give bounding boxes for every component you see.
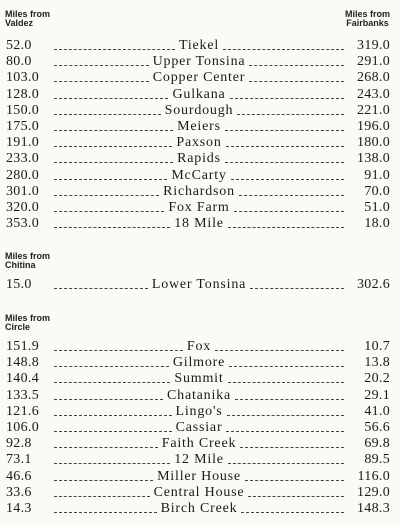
miles-left: 148.8 (6, 355, 39, 371)
miles-left: 280.0 (6, 167, 39, 183)
table-row (6, 198, 390, 215)
place-name: Copper Center (152, 70, 246, 86)
table-row (6, 402, 390, 419)
leader-dots (54, 431, 172, 432)
leader-dots (54, 211, 164, 212)
miles-right: 129.0 (357, 484, 391, 500)
miles-right: 221.0 (357, 102, 390, 118)
place-name: McCarty (171, 167, 227, 183)
leader-dots (54, 227, 170, 228)
leader-dots (249, 81, 344, 82)
leader-dots (248, 496, 344, 497)
miles-left: 128.0 (6, 86, 39, 102)
miles-right: 196.0 (357, 119, 390, 134)
leader-dots (54, 130, 173, 131)
miles-right: 302.6 (357, 277, 390, 292)
place-name: Chatanika (167, 387, 231, 403)
miles-right: 148.3 (357, 501, 390, 516)
miles-left: 133.5 (6, 387, 39, 403)
place-name: Paxson (176, 135, 222, 151)
miles-right: 291.0 (357, 54, 391, 70)
table-row (6, 117, 390, 134)
table-row (6, 450, 390, 467)
leader-dots (240, 447, 344, 448)
miles-right: 180.0 (357, 135, 390, 151)
leader-dots (54, 195, 159, 196)
leader-dots (54, 288, 148, 289)
place-name: Meiers (177, 119, 221, 134)
miles-left: 14.3 (6, 501, 32, 516)
place-name: Gilmore (172, 355, 226, 371)
leader-dots (229, 366, 344, 367)
leader-dots (241, 512, 344, 513)
place-name: Miller House (157, 468, 241, 484)
miles-left: 320.0 (6, 200, 39, 215)
table-row (6, 353, 390, 370)
leader-dots (225, 162, 344, 163)
miles-left: 46.6 (6, 468, 32, 484)
miles-left: 121.6 (6, 403, 39, 419)
miles-left: 80.0 (6, 54, 32, 70)
place-name: Gulkana (172, 86, 226, 102)
leader-dots (54, 49, 175, 50)
miles-right: 56.6 (364, 420, 391, 435)
table-row (6, 337, 390, 354)
place-name: Birch Creek (160, 501, 238, 516)
miles-right: 13.8 (364, 355, 391, 371)
left-column-header: Miles from Valdez (5, 9, 51, 28)
miles-left: 150.0 (6, 102, 39, 118)
leader-dots (54, 146, 172, 147)
table-row (6, 434, 390, 451)
miles-left: 233.0 (6, 151, 39, 167)
miles-right: 116.0 (357, 468, 390, 484)
place-name: 12 Mile (174, 452, 224, 468)
table-row (6, 166, 390, 183)
miles-left: 15.0 (6, 277, 32, 292)
leader-dots (54, 162, 173, 163)
miles-left: 33.6 (6, 484, 32, 500)
miles-right: 41.0 (364, 403, 391, 419)
leader-dots (245, 480, 344, 481)
place-name: Tiekel (178, 38, 220, 53)
table-row (6, 85, 390, 102)
table-row (6, 275, 390, 292)
leader-dots (249, 65, 344, 66)
right-column-header: Miles from Fairbanks (344, 9, 390, 28)
leader-dots (235, 399, 344, 400)
leader-dots (250, 288, 344, 289)
leader-dots (54, 463, 170, 464)
leader-dots (54, 480, 153, 481)
leader-dots (54, 81, 149, 82)
miles-right: 138.0 (357, 151, 391, 167)
leader-dots (54, 496, 150, 497)
place-name: Lingo's (175, 403, 223, 419)
miles-right: 69.8 (364, 436, 391, 452)
miles-left: 106.0 (6, 420, 39, 435)
miles-left: 92.8 (6, 436, 32, 452)
miles-left: 175.0 (6, 119, 39, 134)
table-row (6, 499, 390, 516)
leader-dots (226, 431, 344, 432)
miles-right: 70.0 (364, 183, 391, 199)
leader-dots (226, 146, 344, 147)
leader-dots (228, 382, 344, 383)
leader-dots (237, 114, 344, 115)
place-name: Faith Creek (161, 436, 237, 452)
leader-dots (54, 350, 183, 351)
place-name: Central House (153, 484, 245, 500)
miles-right: 10.7 (364, 339, 390, 354)
place-name: Richardson (163, 183, 235, 199)
leader-dots (54, 98, 168, 99)
leader-dots (227, 415, 345, 416)
leader-dots (54, 512, 157, 513)
table-row (6, 386, 390, 403)
table-row (6, 467, 390, 484)
place-name: 18 Mile (174, 216, 224, 232)
leader-dots (54, 179, 167, 180)
leader-dots (54, 382, 170, 383)
left-column-header: Miles from Circle (5, 313, 51, 332)
miles-left: 151.9 (6, 339, 39, 354)
leader-dots (234, 211, 344, 212)
table-row (6, 68, 390, 85)
leader-dots (54, 447, 158, 448)
leader-dots (231, 179, 344, 180)
table-row (6, 133, 390, 150)
miles-right: 91.0 (364, 167, 390, 183)
miles-left: 52.0 (6, 38, 32, 53)
miles-left: 191.0 (6, 135, 39, 151)
leader-dots (228, 463, 344, 464)
leader-dots (54, 114, 161, 115)
miles-right: 18.0 (364, 216, 391, 232)
table-row (6, 418, 390, 435)
table-row (6, 214, 390, 231)
table-row (6, 149, 390, 166)
place-name: Sourdough (164, 102, 234, 118)
miles-left: 73.1 (6, 452, 32, 468)
miles-right: 243.0 (357, 86, 390, 102)
left-column-header: Miles from Chitina (5, 251, 51, 270)
miles-right: 29.1 (364, 387, 390, 403)
miles-right: 20.2 (364, 371, 390, 387)
place-name: Upper Tonsina (152, 54, 246, 70)
miles-right: 268.0 (357, 70, 390, 86)
leader-dots (54, 399, 163, 400)
place-name: Rapids (177, 151, 221, 167)
leader-dots (54, 65, 149, 66)
leader-dots (230, 98, 344, 99)
miles-right: 51.0 (364, 200, 390, 215)
leader-dots (228, 227, 344, 228)
miles-left: 301.0 (6, 183, 39, 199)
leader-dots (223, 49, 344, 50)
miles-left: 353.0 (6, 216, 39, 232)
leader-dots (215, 350, 344, 351)
place-name: Summit (174, 371, 224, 387)
table-row (6, 52, 390, 69)
place-name: Cassiar (175, 420, 223, 435)
table-row (6, 36, 390, 53)
table-row (6, 182, 390, 199)
leader-dots (54, 366, 169, 367)
miles-left: 103.0 (6, 70, 39, 86)
miles-right: 89.5 (364, 452, 391, 468)
place-name: Fox (186, 339, 212, 354)
leader-dots (239, 195, 344, 196)
place-name: Lower Tonsina (151, 277, 247, 292)
leader-dots (225, 130, 344, 131)
leader-dots (54, 415, 172, 416)
miles-left: 140.4 (6, 371, 39, 387)
table-row (6, 101, 390, 118)
table-row (6, 369, 390, 386)
table-row (6, 483, 390, 500)
place-name: Fox Farm (168, 200, 230, 215)
miles-right: 319.0 (357, 38, 391, 53)
